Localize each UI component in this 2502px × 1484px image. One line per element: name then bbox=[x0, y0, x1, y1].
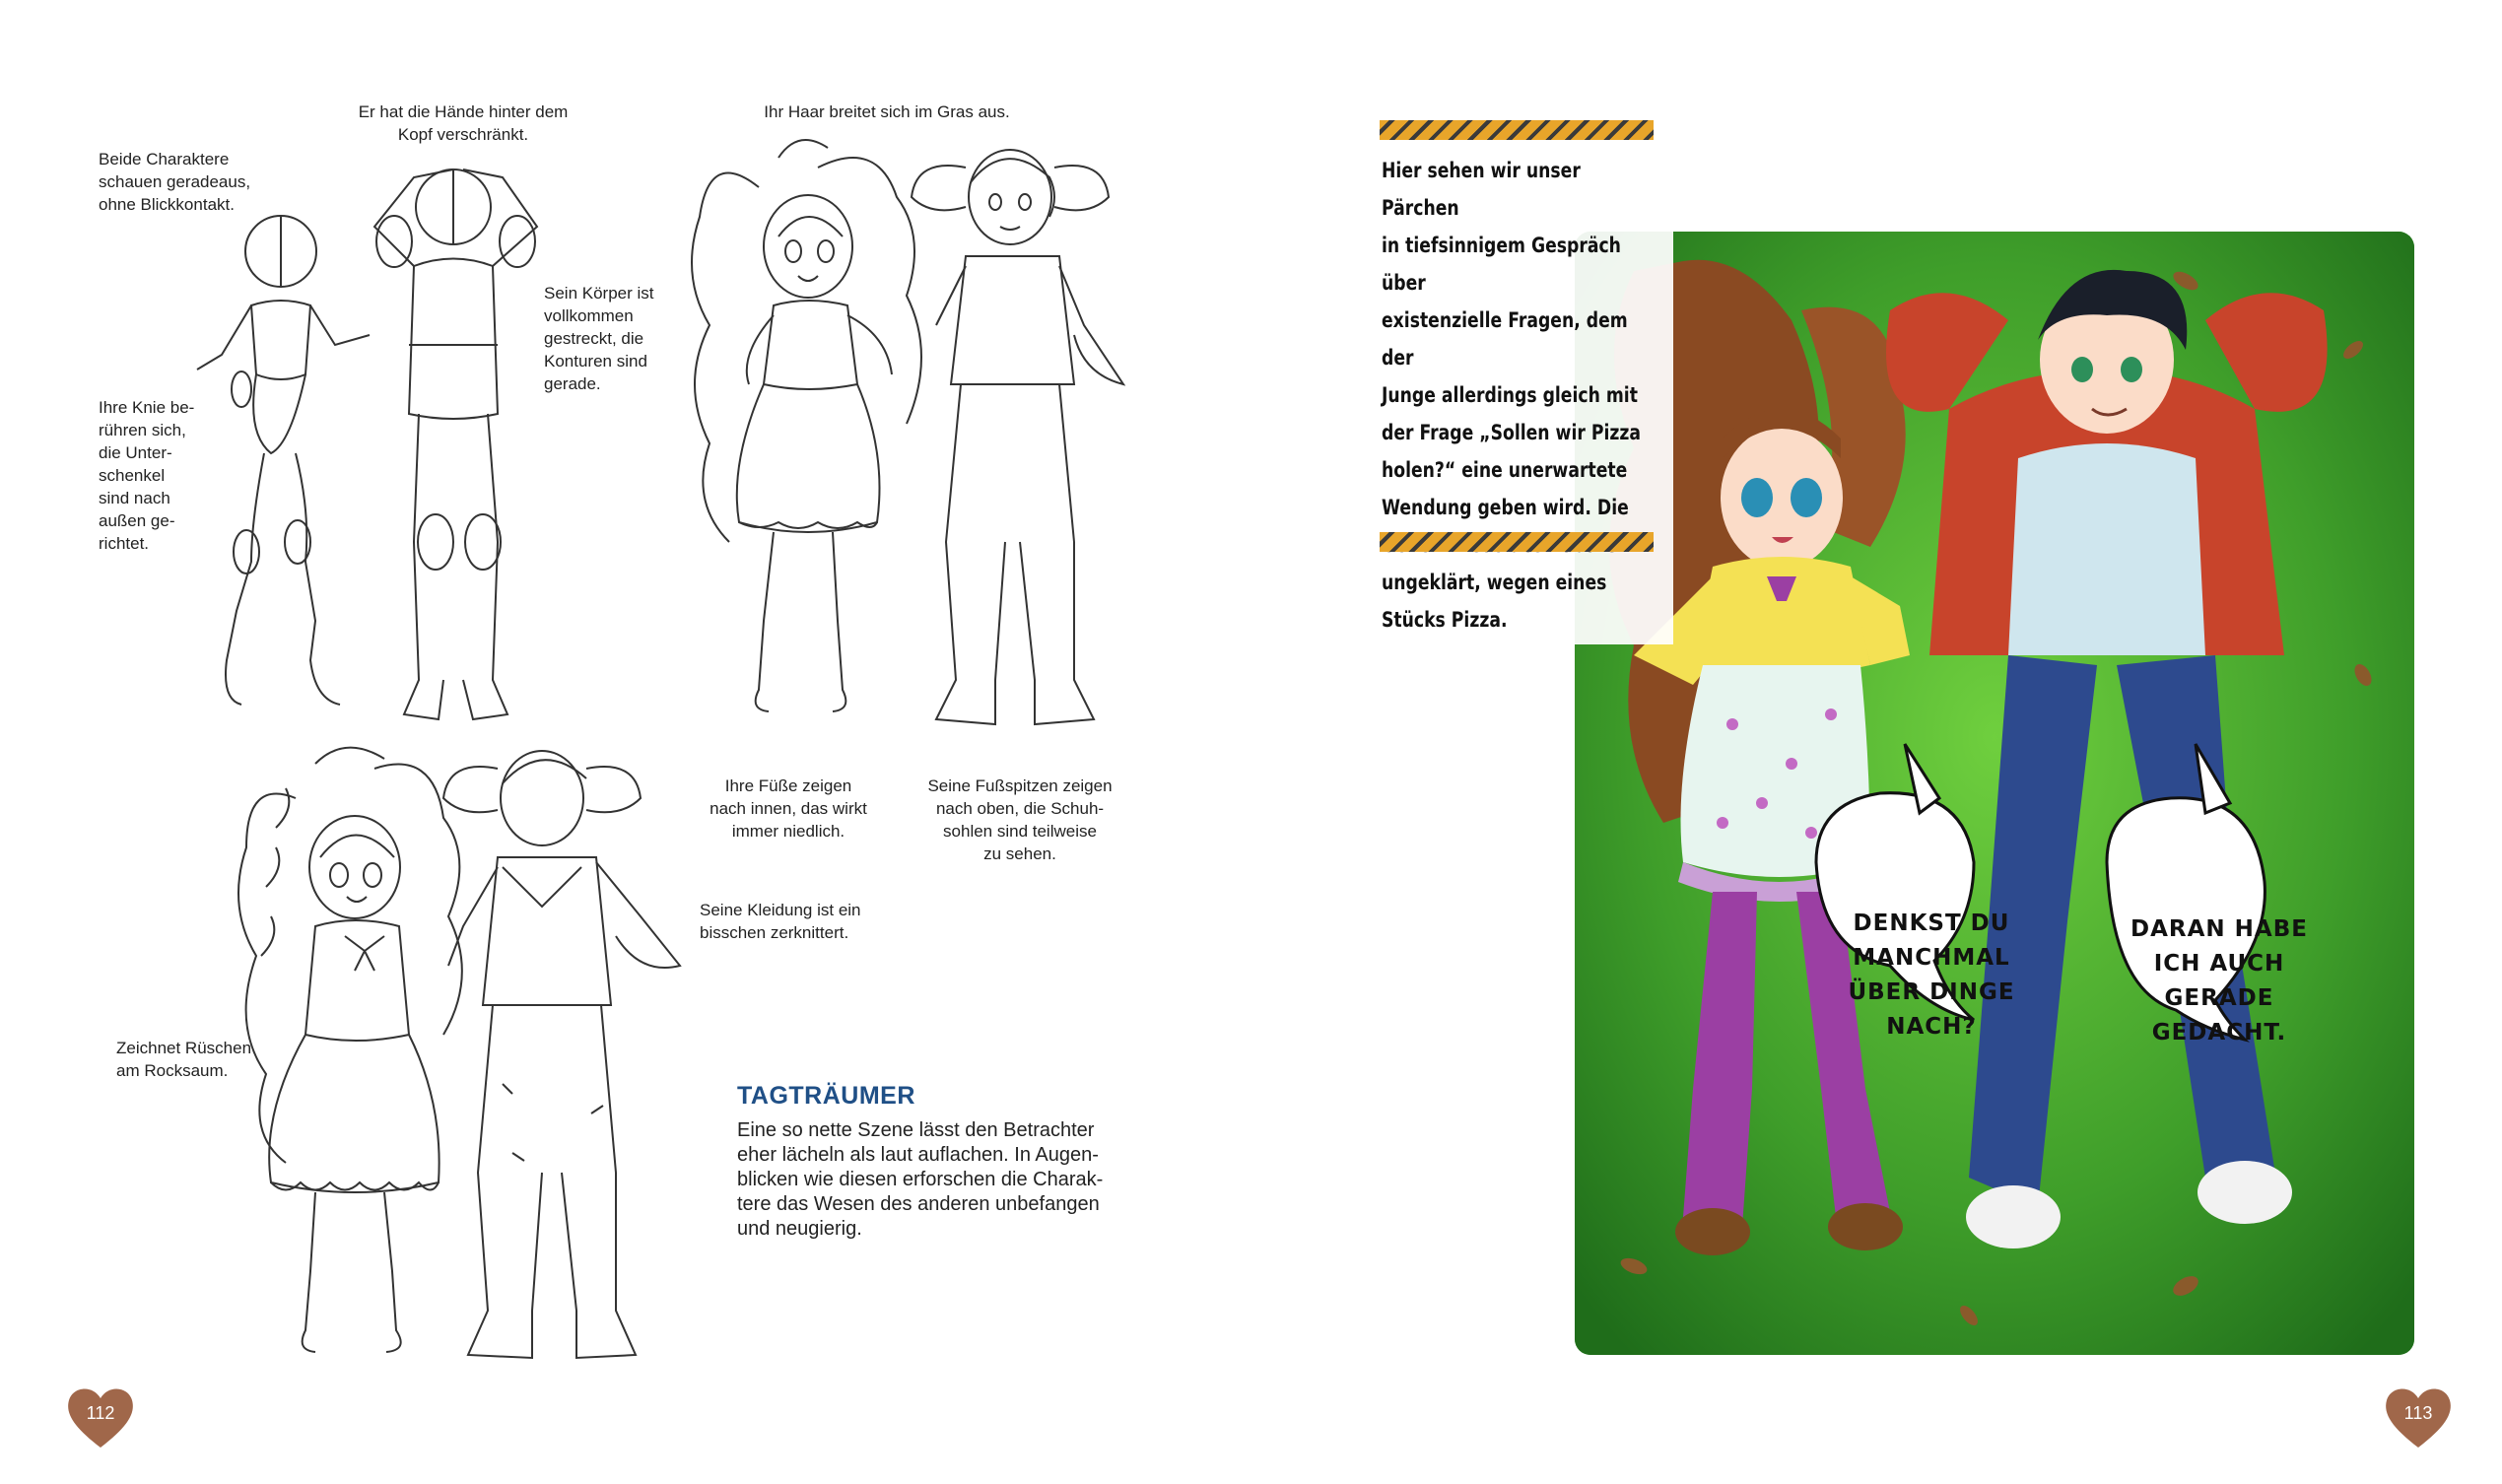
speech-bubble-girl: DENKST DU MANCHMAL ÜBER DINGE NACH? bbox=[1848, 911, 2015, 1040]
caption-box bbox=[1378, 148, 1673, 644]
annotation-toes-up: Seine Fußspitzen zeigen nach oben, die Schuh- sohlen sind teilweise zu sehen. bbox=[927, 776, 1113, 863]
annotation-knees: Ihre Knie be- rühren sich, die Unter- schenkel sind nach außen ge- richtet. bbox=[99, 398, 195, 553]
annotation-hair: Ihr Haar breitet sich im Gras aus. bbox=[764, 102, 1010, 121]
annotation-looking: Beide Charaktere schauen geradeaus, ohne Blickkontakt. bbox=[99, 150, 251, 214]
annotation-clothes: Seine Kleidung ist ein bisschen zerknittert. bbox=[700, 901, 861, 942]
annotation-ruffles: Zeichnet Rüschen am Rocksaum. bbox=[116, 1039, 252, 1080]
speech-bubble-boy: DARAN HABE ICH AUCH GERADE GEDACHT. bbox=[2130, 916, 2308, 1046]
caption-stripe-bottom bbox=[1380, 532, 1654, 552]
section-body: Eine so nette Szene lässt den Betrachter eher lächeln als laut auflachen. In Augen- blicken wie diesen erforschen die Charak- tere das Wesen des anderen unbefangen und neugierig. bbox=[737, 1119, 1104, 1240]
page-number-left bbox=[65, 1384, 136, 1450]
lineart-sketch-detailed bbox=[217, 739, 710, 1370]
annotation-body: Sein Körper ist vollkommen gestreckt, die Konturen sind gerade. bbox=[544, 284, 654, 393]
page-number-label: 112 bbox=[86, 1403, 115, 1423]
section-title: TAGTRÄUMER bbox=[737, 1082, 915, 1110]
caption-text: Hier sehen wir unser Pärchen in tiefsinnigem Gespräch über existenzielle Fragen, dem der Junge allerdings gleich mit der Frage „Sollen wir Pizza holen?“ eine unerwartete Wendung geben wird. Die ungeklärt, wegen eines Stücks Pizza. bbox=[1382, 159, 1642, 632]
lineart-sketch-clean bbox=[670, 128, 1183, 749]
caption-stripe-top bbox=[1380, 120, 1654, 140]
mannequin-sketch bbox=[168, 148, 581, 739]
annotation-feet-in: Ihre Füße zeigen nach innen, das wirkt immer niedlich. bbox=[710, 776, 867, 841]
page-number-right bbox=[2383, 1384, 2454, 1450]
manga-illustration bbox=[1575, 232, 2414, 1355]
page-number-label: 113 bbox=[2403, 1403, 2433, 1423]
annotation-hands: Er hat die Hände hinter dem Kopf verschränkt. bbox=[358, 102, 569, 144]
